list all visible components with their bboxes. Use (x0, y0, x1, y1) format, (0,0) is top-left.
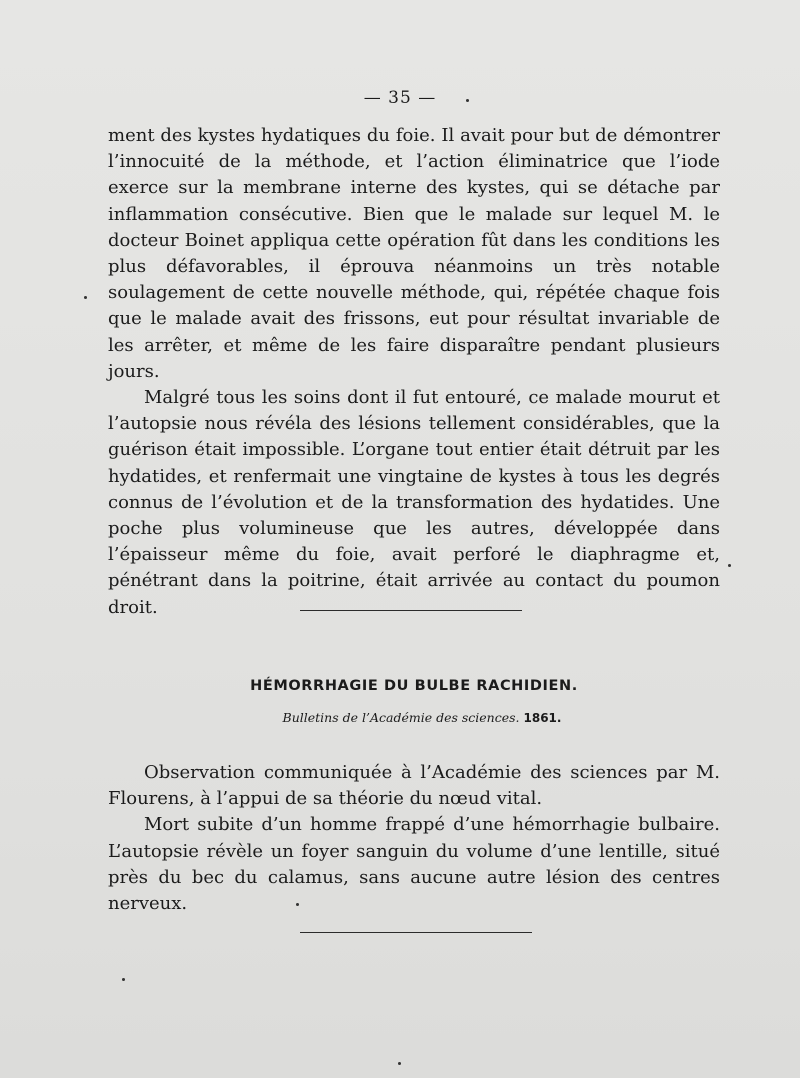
ink-speck (728, 564, 731, 567)
paragraph-death: Mort subite d’un homme frappé d’une hémorrhagie bulbaire. L’autopsie révèle un foyer sanguin du volume d’une lentille, situé près du bec du calamus, sans aucune autre lésion des centres nerveux. (108, 814, 720, 915)
end-divider (300, 932, 532, 933)
top-text-block (108, 123, 720, 621)
section-divider (300, 610, 522, 611)
section-source-title: Bulletins de l’Académie des sciences. (282, 710, 520, 725)
section-title: HÉMORRHAGIE DU BULBE RACHIDIEN. (250, 678, 578, 694)
ink-speck (84, 296, 87, 299)
page-number: — 35 — (363, 88, 437, 108)
section-text-block (108, 760, 720, 917)
paragraph-autopsy: Malgré tous les soins dont il fut entouré, ce malade mourut et l’autopsie nous révéla des lésions tellement considérables, que la guérison était impossible. L’organe tout entier était détruit par les hydatides, et renfermait une vingtaine de kystes à tous les degrés connus de l’évolution et de la transformation des hydatides. Une poche plus volumineuse que les autres, développée dans l’épaisseur même du foie, avait perforé le diaphragme et, pénétrant dans la poitrine, était arrivée au contact du poumon droit. (108, 387, 720, 618)
section-source-year: 1861. (523, 711, 562, 725)
ink-speck (122, 978, 125, 981)
section-source (0, 710, 800, 725)
paragraph-continuation: ment des kystes hydatiques du foie. Il avait pour but de démontrer l’innocuité de la méthode, et l’action éliminatrice que l’iode exerce sur la membrane interne des kystes, qui se détache par inflammation consécutive. Bien que le malade sur lequel M. le docteur Boinet appliqua cette opération fût dans les conditions les plus défavorables, il éprouva néanmoins un très notable soulagement de cette nouvelle méthode, qui, répétée chaque fois que le malade avait des frissons, eut pour résultat invariable de les arrêter, et même de les faire disparaître pendant plusieurs jours. (108, 125, 720, 382)
paragraph-observation: Observation communiquée à l’Académie des sciences par M. Flourens, à l’appui de sa théorie du nœud vital. (108, 762, 720, 810)
ink-speck (398, 1062, 401, 1065)
ink-speck (296, 903, 299, 906)
ink-speck (466, 99, 469, 102)
